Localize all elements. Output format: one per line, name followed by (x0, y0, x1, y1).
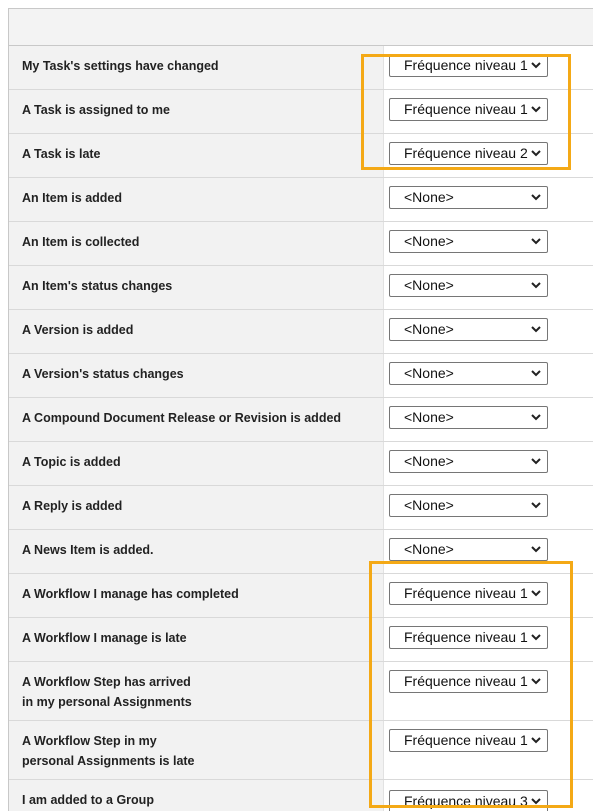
frequency-cell (384, 266, 593, 309)
table-row (9, 266, 593, 310)
event-label: A Reply is added (9, 486, 384, 529)
frequency-select[interactable] (389, 186, 548, 209)
frequency-select[interactable] (389, 362, 548, 385)
frequency-value: <None> (404, 321, 454, 337)
event-label: An Item is collected (9, 222, 384, 265)
event-label: A Version's status changes (9, 354, 384, 397)
chevron-down-icon (531, 730, 541, 751)
event-label: A Compound Document Release or Revision is added (9, 398, 384, 441)
frequency-cell (384, 222, 593, 265)
event-label: I am added to a Group (9, 780, 384, 811)
frequency-value: Fréquence niveau 2 (404, 145, 528, 161)
event-label: A News Item is added. (9, 530, 384, 573)
frequency-select[interactable] (389, 142, 548, 165)
frequency-cell (384, 486, 593, 529)
frequency-select[interactable] (389, 729, 548, 752)
chevron-down-icon (531, 539, 541, 560)
frequency-value: <None> (404, 277, 454, 293)
frequency-value: Fréquence niveau 3 (404, 793, 528, 809)
table-row (9, 46, 593, 90)
frequency-cell (384, 398, 593, 441)
table-row (9, 662, 593, 721)
table-row (9, 90, 593, 134)
frequency-select[interactable] (389, 582, 548, 605)
frequency-select[interactable] (389, 318, 548, 341)
chevron-down-icon (531, 143, 541, 164)
frequency-cell (384, 46, 593, 89)
frequency-value: <None> (404, 365, 454, 381)
frequency-select[interactable] (389, 494, 548, 517)
event-label: A Workflow Step in my personal Assignments is late (9, 721, 384, 779)
table-row (9, 398, 593, 442)
frequency-value: <None> (404, 189, 454, 205)
chevron-down-icon (531, 495, 541, 516)
event-label: A Workflow I manage is late (9, 618, 384, 661)
frequency-select[interactable] (389, 274, 548, 297)
event-label: A Version is added (9, 310, 384, 353)
frequency-cell (384, 134, 593, 177)
event-label: A Task is late (9, 134, 384, 177)
frequency-value: Fréquence niveau 1 (404, 732, 528, 748)
frequency-select[interactable] (389, 230, 548, 253)
frequency-value: <None> (404, 497, 454, 513)
chevron-down-icon (531, 363, 541, 384)
frequency-cell (384, 780, 593, 811)
event-label: My Task's settings have changed (9, 46, 384, 89)
frequency-value: <None> (404, 409, 454, 425)
frequency-cell (384, 618, 593, 661)
frequency-value: Fréquence niveau 1 (404, 629, 528, 645)
table-row (9, 574, 593, 618)
frequency-select[interactable] (389, 538, 548, 561)
chevron-down-icon (531, 671, 541, 692)
chevron-down-icon (531, 791, 541, 811)
table-row (9, 442, 593, 486)
table-row (9, 310, 593, 354)
event-label: A Workflow I manage has completed (9, 574, 384, 617)
frequency-cell (384, 90, 593, 133)
frequency-cell (384, 354, 593, 397)
frequency-select[interactable] (389, 450, 548, 473)
frequency-select[interactable] (389, 406, 548, 429)
frequency-cell (384, 574, 593, 617)
frequency-select[interactable] (389, 670, 548, 693)
event-label: A Workflow Step has arrived in my personal Assignments (9, 662, 384, 720)
chevron-down-icon (531, 407, 541, 428)
chevron-down-icon (531, 231, 541, 252)
table-row (9, 721, 593, 780)
table-row (9, 530, 593, 574)
event-label: A Topic is added (9, 442, 384, 485)
frequency-cell (384, 530, 593, 573)
frequency-value: Fréquence niveau 1 (404, 57, 528, 73)
chevron-down-icon (531, 583, 541, 604)
frequency-cell (384, 442, 593, 485)
frequency-select[interactable] (389, 626, 548, 649)
table-row (9, 222, 593, 266)
frequency-value: Fréquence niveau 1 (404, 585, 528, 601)
chevron-down-icon (531, 627, 541, 648)
frequency-select[interactable] (389, 54, 548, 77)
table-row (9, 780, 593, 811)
frequency-select[interactable] (389, 98, 548, 121)
table-row (9, 354, 593, 398)
frequency-cell (384, 310, 593, 353)
table-header (9, 9, 593, 46)
frequency-value: Fréquence niveau 1 (404, 101, 528, 117)
frequency-value: Fréquence niveau 1 (404, 673, 528, 689)
chevron-down-icon (531, 319, 541, 340)
chevron-down-icon (531, 451, 541, 472)
frequency-select[interactable] (389, 790, 548, 811)
chevron-down-icon (531, 99, 541, 120)
table-row (9, 618, 593, 662)
table-row (9, 134, 593, 178)
frequency-value: <None> (404, 541, 454, 557)
chevron-down-icon (531, 55, 541, 76)
chevron-down-icon (531, 275, 541, 296)
event-label: A Task is assigned to me (9, 90, 384, 133)
table-row (9, 486, 593, 530)
event-label: An Item's status changes (9, 266, 384, 309)
frequency-value: <None> (404, 453, 454, 469)
frequency-cell (384, 178, 593, 221)
notification-table (8, 8, 593, 811)
frequency-cell (384, 662, 593, 720)
frequency-cell (384, 721, 593, 779)
chevron-down-icon (531, 187, 541, 208)
table-row (9, 178, 593, 222)
event-label: An Item is added (9, 178, 384, 221)
frequency-value: <None> (404, 233, 454, 249)
